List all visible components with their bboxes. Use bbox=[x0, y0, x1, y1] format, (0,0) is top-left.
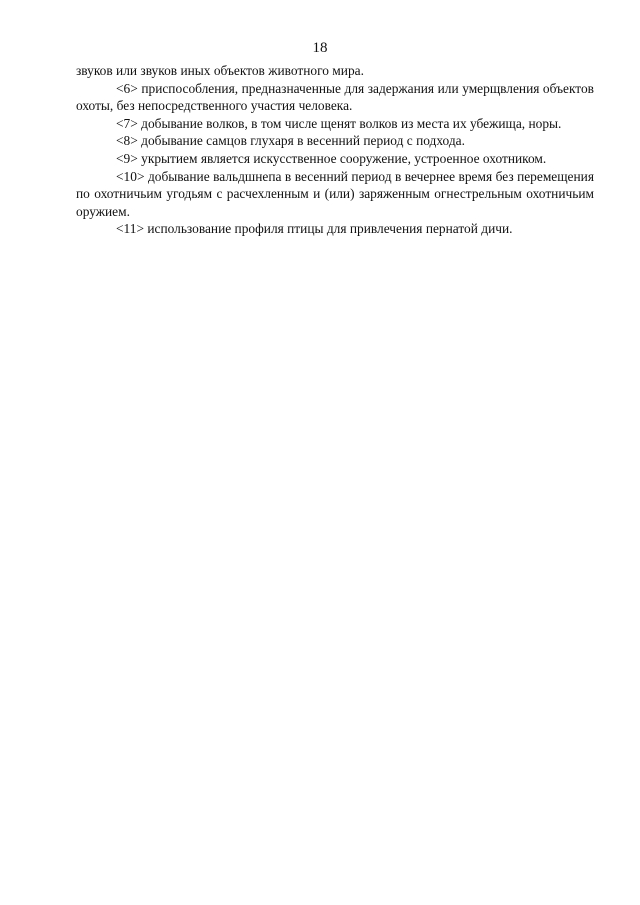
footnote-10: <10> добывание вальдшнепа в весенний период в вечернее время без перемещения по охотничьим угодьям с расчехленным и (или) заряженным огнестрельным охотничьим оружием. bbox=[76, 168, 594, 219]
footnote-6: <6> приспособления, предназначенные для задержания или умерщвления объектов охоты, без непосредственного участия человека. bbox=[76, 80, 594, 114]
footnote-7: <7> добывание волков, в том числе щенят волков из места их убежища, норы. bbox=[116, 115, 562, 131]
footnote-continuation: звуков или звуков иных объектов животного мира. bbox=[76, 63, 364, 78]
footnotes-block bbox=[76, 62, 594, 238]
footnote-9: <9> укрытием является искусственное сооружение, устроенное охотником. bbox=[116, 150, 547, 166]
footnote-11: <11> использование профиля птицы для привлечения пернатой дичи. bbox=[116, 221, 513, 237]
footnote-8: <8> добывание самцов глухаря в весенний период с подхода. bbox=[116, 133, 465, 149]
page-number: 18 bbox=[312, 40, 328, 56]
